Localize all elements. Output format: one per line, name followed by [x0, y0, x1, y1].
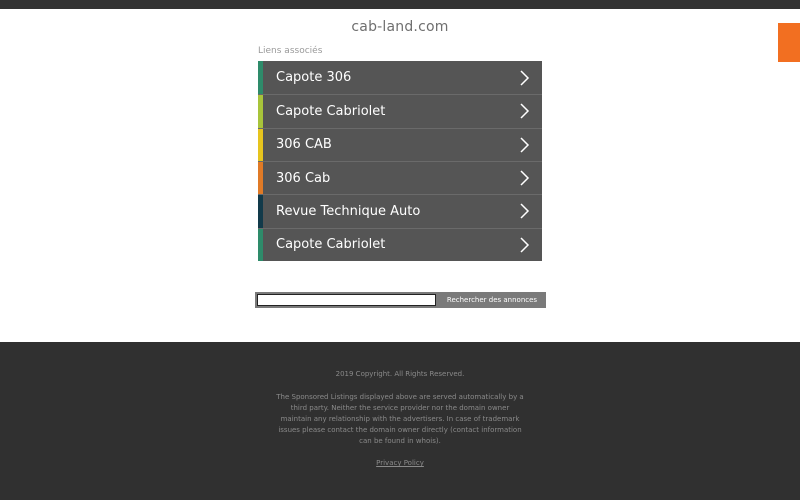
search-input[interactable]	[257, 294, 436, 306]
footer	[0, 342, 800, 500]
copyright-text: 2019 Copyright. All Rights Reserved.	[335, 370, 465, 378]
search-bar	[255, 292, 546, 308]
related-link-label: 306 Cab	[276, 170, 331, 186]
related-link-item[interactable]	[258, 161, 542, 194]
related-link-label: Capote Cabriolet	[276, 237, 386, 253]
accent-bar	[258, 195, 263, 227]
related-link-item[interactable]	[258, 228, 542, 261]
accent-bar	[258, 229, 263, 261]
accent-bar	[258, 95, 263, 127]
related-link-item[interactable]	[258, 128, 542, 161]
disclaimer-text: The Sponsored Listings displayed above are served automatically by a third party. Neither the service provider nor the domain owner maintain any relationship with the advertisers. In case of trademark issues please contact the domain owner directly (contact information can be found in whois).	[276, 393, 524, 445]
related-links-list	[258, 61, 542, 261]
related-link-label: Revue Technique Auto	[276, 203, 421, 219]
related-link-item[interactable]	[258, 94, 542, 127]
chevron-right-icon	[517, 103, 531, 119]
accent-bar	[258, 162, 263, 194]
domain-title: cab-land.com	[351, 19, 449, 35]
chevron-right-icon	[517, 170, 531, 186]
related-link-label: Capote Cabriolet	[276, 103, 386, 119]
chevron-right-icon	[517, 70, 531, 86]
related-link-item[interactable]	[258, 194, 542, 227]
chevron-right-icon	[517, 137, 531, 153]
related-link-item[interactable]	[258, 61, 542, 94]
chevron-right-icon	[517, 237, 531, 253]
accent-bar	[258, 61, 263, 94]
privacy-policy-link[interactable]: Privacy Policy	[376, 459, 424, 467]
search-button[interactable]: Rechercher des annonces	[446, 296, 538, 304]
chevron-right-icon	[517, 203, 531, 219]
accent-bar	[258, 129, 263, 161]
related-link-label: 306 CAB	[276, 137, 332, 153]
related-link-label: Capote 306	[276, 70, 352, 86]
related-links-label: Liens associés	[258, 46, 323, 56]
top-bar	[0, 0, 800, 9]
